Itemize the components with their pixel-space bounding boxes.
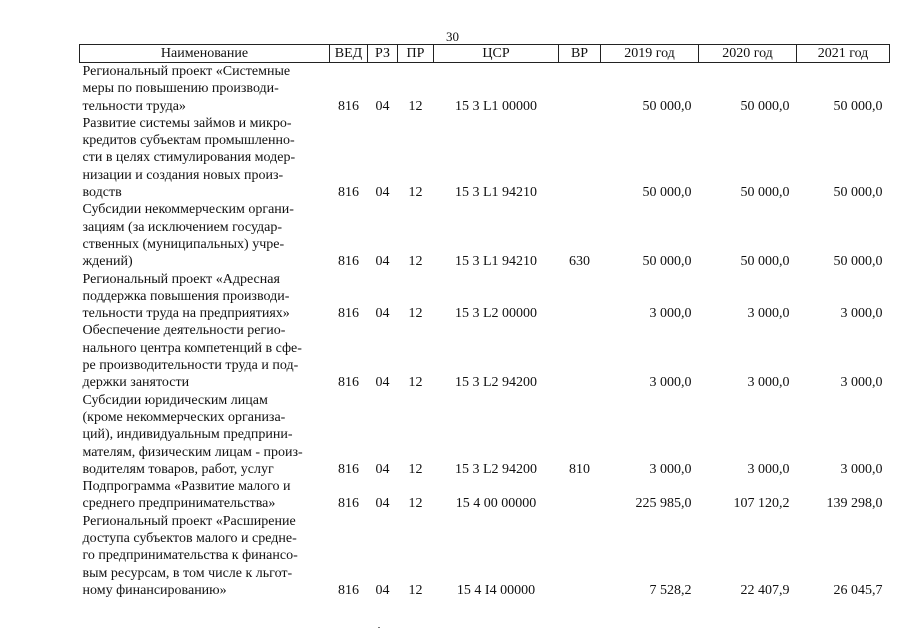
row-pr: 12	[408, 582, 423, 598]
row-value-2020: 3 000,0	[747, 306, 790, 322]
row-rz: 04	[375, 496, 390, 512]
row-csr: 15 3 L2 00000	[454, 306, 538, 322]
row-rz: 04	[375, 375, 390, 391]
row-value-2021: 3 000,0	[840, 306, 883, 322]
row-name	[80, 63, 330, 115]
row-name	[80, 322, 330, 391]
row-value-2021: 139 298,0	[826, 496, 883, 512]
row-vr	[559, 322, 601, 391]
row-name-line: го предпринимательства к финансо-	[82, 548, 298, 564]
row-ved: 816	[338, 582, 359, 598]
row-name-line: ций), индивидуальным предприни-	[82, 427, 293, 443]
row-name-line: зациям (за исключением государ-	[82, 219, 283, 235]
row-name-line: нального центра компетенций в сфе-	[82, 340, 302, 356]
row-name-line: сти в целях стимулирования модер-	[82, 150, 296, 166]
row-value-2021: 50 000,0	[833, 254, 883, 270]
row-rz: 04	[375, 461, 390, 477]
row-value-2021: 26 045,7	[833, 582, 883, 598]
table-header-row	[80, 45, 890, 63]
row-name-line: тельности труда на предприятиях»	[82, 306, 290, 322]
row-csr: 15 3 L1 00000	[454, 98, 538, 114]
row-name-line: ре производительности труда и под-	[82, 358, 299, 374]
row-value-2021: 50 000,0	[833, 185, 883, 201]
row-value-2019: 50 000,0	[642, 98, 692, 114]
row-value-2021: 3 000,0	[840, 375, 883, 391]
row-name-line: меры по повышению производи-	[82, 81, 279, 97]
row-ved: 816	[338, 375, 359, 391]
row-pr: 12	[408, 185, 423, 201]
row-name-line: Субсидии некоммерческим органи-	[82, 202, 294, 218]
row-vr: 810	[569, 461, 590, 477]
row-rz: 04	[375, 306, 390, 322]
row-value-2020: 3 000,0	[747, 461, 790, 477]
row-value-2020: 22 407,9	[740, 582, 790, 598]
table-row	[80, 392, 890, 478]
column-header-ved: ВЕД	[330, 45, 368, 63]
row-pr: 12	[408, 306, 423, 322]
row-name-line: держки занятости	[82, 375, 190, 391]
column-header-csr: ЦСР	[434, 45, 559, 63]
row-value-2019: 3 000,0	[649, 306, 692, 322]
row-name	[80, 201, 330, 270]
row-name	[80, 392, 330, 478]
column-header-rz: РЗ	[368, 45, 398, 63]
row-pr: 12	[408, 461, 423, 477]
column-header-2019: 2019 год	[601, 45, 699, 63]
table-row	[80, 201, 890, 270]
row-name-line: ному финансированию»	[82, 582, 227, 598]
row-value-2019: 3 000,0	[649, 461, 692, 477]
scan-speck	[378, 627, 380, 628]
row-vr	[559, 271, 601, 323]
row-name-line: ственных (муниципальных) учре-	[82, 236, 285, 252]
row-rz: 04	[375, 582, 390, 598]
row-name-line: мателям, физическим лицам - произ-	[82, 444, 303, 460]
row-name-line: поддержка повышения производи-	[82, 288, 290, 304]
budget-table	[79, 44, 890, 599]
row-name-line: тельности труда»	[82, 98, 186, 114]
row-value-2019: 3 000,0	[649, 375, 692, 391]
row-ved: 816	[338, 461, 359, 477]
row-name-line: Подпрограмма «Развитие малого и	[82, 479, 291, 495]
row-pr: 12	[408, 375, 423, 391]
row-name-line: Региональный проект «Адресная	[82, 271, 280, 287]
row-csr: 15 3 L1 94210	[454, 185, 538, 201]
row-name-line: кредитов субъектам промышленно-	[82, 133, 295, 149]
row-name-line: водств	[82, 185, 122, 201]
table-body	[80, 63, 890, 600]
row-value-2019: 7 528,2	[649, 582, 692, 598]
row-pr: 12	[408, 254, 423, 270]
row-name	[80, 478, 330, 513]
row-rz: 04	[375, 185, 390, 201]
column-header-name: Наименование	[80, 45, 330, 63]
page-number: 30	[446, 29, 459, 44]
row-ved: 816	[338, 254, 359, 270]
row-value-2020: 107 120,2	[733, 496, 790, 512]
row-vr	[559, 115, 601, 201]
row-name-line: водителям товаров, работ, услуг	[82, 461, 274, 477]
column-header-2020: 2020 год	[699, 45, 797, 63]
row-name-line: (кроме некоммерческих организа-	[82, 409, 286, 425]
row-name-line: Региональный проект «Расширение	[82, 513, 296, 529]
row-csr: 15 3 L2 94200	[454, 375, 538, 391]
row-name-line: ждений)	[82, 254, 133, 270]
row-vr	[559, 478, 601, 513]
row-name	[80, 271, 330, 323]
row-value-2019: 225 985,0	[635, 496, 692, 512]
row-csr: 15 3 L1 94210	[454, 254, 538, 270]
table-row	[80, 478, 890, 513]
row-ved: 816	[338, 185, 359, 201]
row-value-2019: 50 000,0	[642, 185, 692, 201]
row-name-line: Региональный проект «Системные	[82, 64, 291, 79]
column-header-2021: 2021 год	[797, 45, 890, 63]
column-header-vr: ВР	[559, 45, 601, 63]
column-header-pr: ПР	[398, 45, 434, 63]
row-name-line: Обеспечение деятельности регио-	[82, 323, 286, 339]
row-csr: 15 4 I4 00000	[456, 582, 536, 598]
row-csr: 15 4 00 00000	[455, 496, 537, 512]
row-value-2021: 50 000,0	[833, 98, 883, 114]
row-name	[80, 513, 330, 599]
row-vr	[559, 63, 601, 115]
row-pr: 12	[408, 98, 423, 114]
row-pr: 12	[408, 496, 423, 512]
row-value-2020: 50 000,0	[740, 254, 790, 270]
row-value-2020: 50 000,0	[740, 185, 790, 201]
row-name-line: вым ресурсам, в том числе к льгот-	[82, 565, 293, 581]
table-row	[80, 322, 890, 391]
row-name-line: низации и создания новых произ-	[82, 167, 284, 183]
row-name	[80, 115, 330, 201]
table-row	[80, 115, 890, 201]
row-name-line: Субсидии юридическим лицам	[82, 392, 268, 408]
row-ved: 816	[338, 98, 359, 114]
row-rz: 04	[375, 254, 390, 270]
table-row	[80, 271, 890, 323]
row-value-2021: 3 000,0	[840, 461, 883, 477]
row-name-line: среднего предпринимательства»	[82, 496, 276, 512]
row-ved: 816	[338, 306, 359, 322]
row-value-2020: 50 000,0	[740, 98, 790, 114]
row-vr: 630	[569, 254, 590, 270]
row-csr: 15 3 L2 94200	[454, 461, 538, 477]
row-value-2020: 3 000,0	[747, 375, 790, 391]
row-name-line: Развитие системы займов и микро-	[82, 115, 292, 131]
table-row	[80, 513, 890, 599]
row-ved: 816	[338, 496, 359, 512]
row-vr	[559, 513, 601, 599]
row-name-line: доступа субъектов малого и средне-	[82, 531, 297, 547]
table-row	[80, 63, 890, 115]
row-rz: 04	[375, 98, 390, 114]
row-value-2019: 50 000,0	[642, 254, 692, 270]
